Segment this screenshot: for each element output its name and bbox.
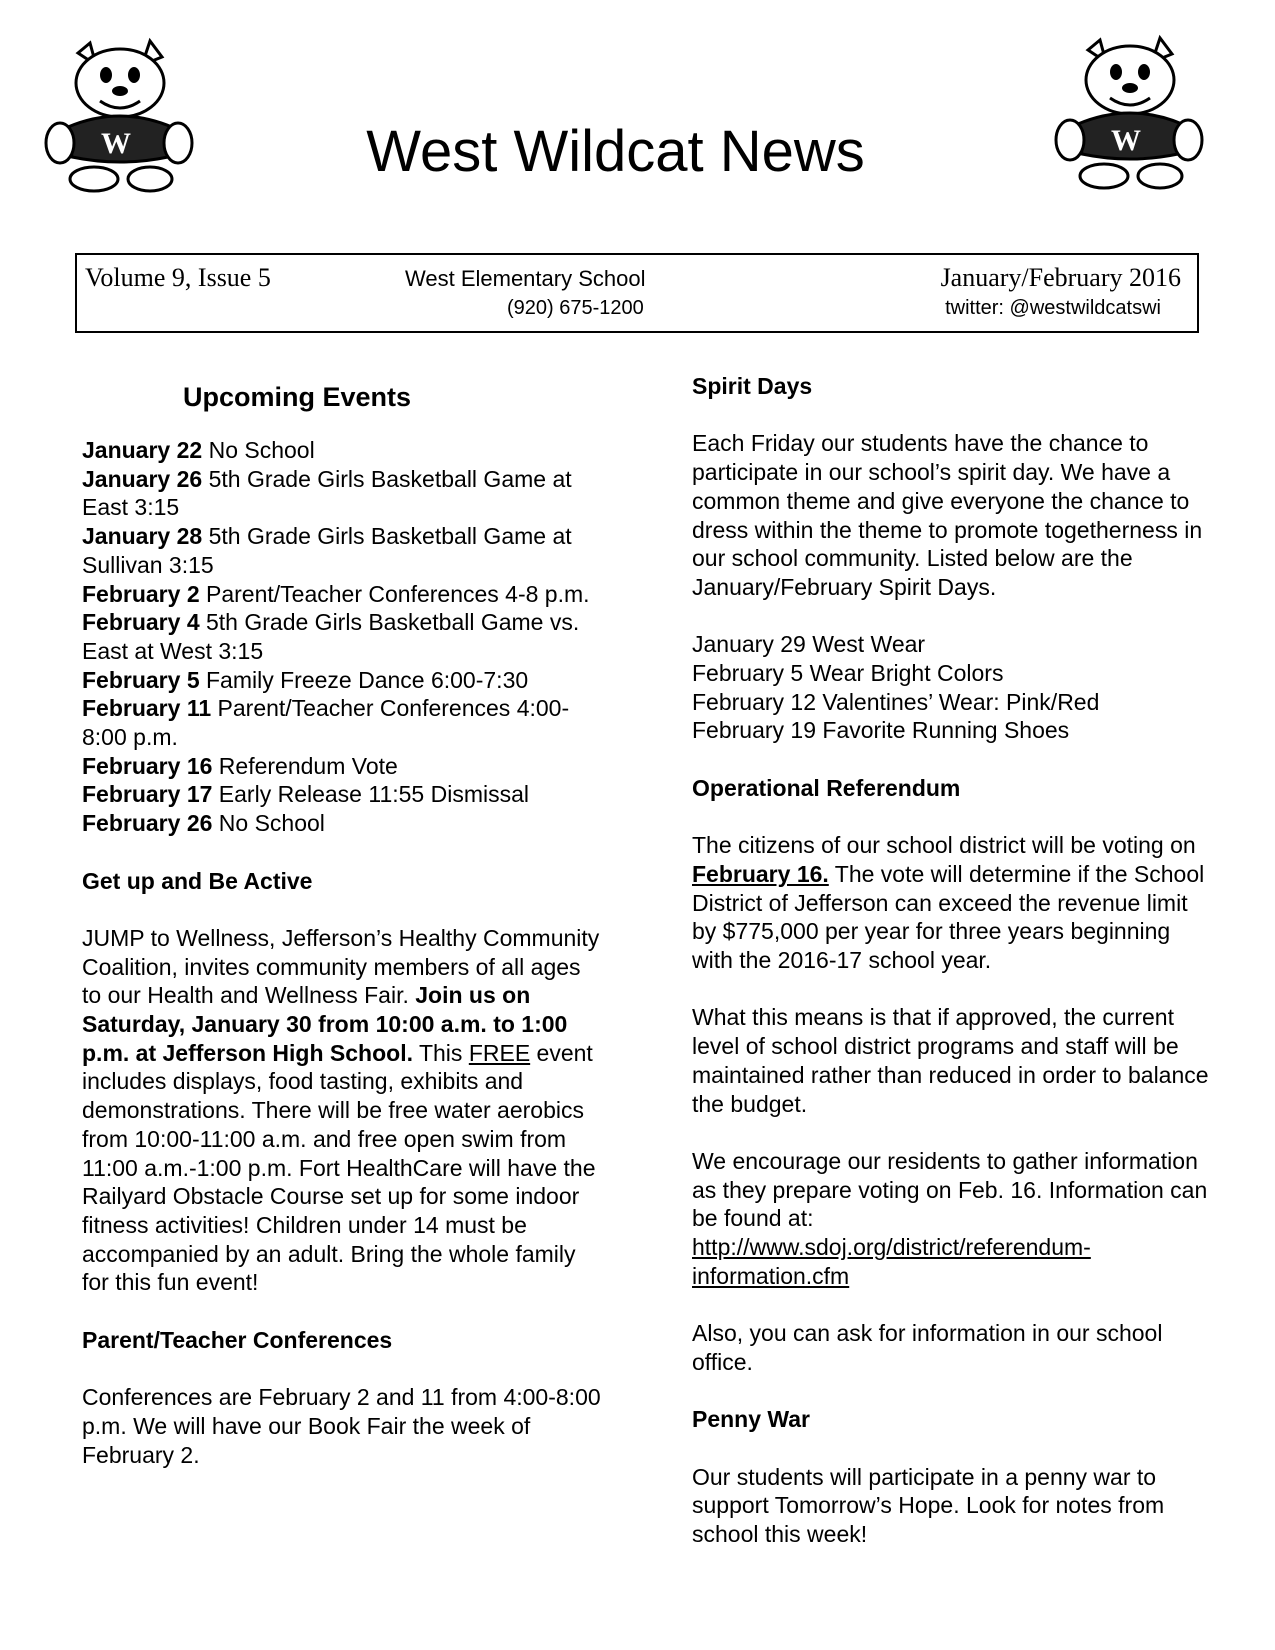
spirit-day-item: February 12 Valentines’ Wear: Pink/Red [692,688,1100,715]
event-item: February 16 Referendum Vote [82,752,398,779]
penny-war-heading: Penny War [692,1406,811,1433]
events-list [82,436,602,838]
spirit-days-paragraph: Each Friday our students have the chance to participate in our school’s spirit day. We have a common theme and give everyone the chance to dress within the theme to promote togetherness in our school community. Listed below are the January/February Spirit Days. [692,430,1203,600]
w-letter-icon: W [1111,124,1141,157]
event-item: February 17 Early Release 11:55 Dismissal [82,781,529,808]
right-column [692,372,1212,1549]
penny-war-paragraph: Our students will participate in a penny war to support Tomorrow’s Hope. Look for notes from school this week! [692,1463,1165,1547]
referendum-office-paragraph: Also, you can ask for information in our school office. [692,1320,1163,1375]
spirit-day-item: February 19 Favorite Running Shoes [692,717,1070,744]
event-item: February 5 Family Freeze Dance 6:00-7:30 [82,666,529,693]
referendum-meaning-paragraph: What this means is that if approved, the current level of school district programs and staff will be maintained rather than reduced in order to balance the budget. [692,1004,1209,1117]
event-item: February 4 5th Grade Girls Basketball Game vs. East at West 3:15 [82,609,580,664]
event-item: January 22 No School [82,437,315,463]
upcoming-events-heading: Upcoming Events [182,382,412,412]
w-letter-icon: W [101,127,131,160]
referendum-link[interactable]: http://www.sdoj.org/district/referendum-information.cfm [692,1234,1091,1289]
conferences-paragraph: Conferences are February 2 and 11 from 4:00-8:00 p.m. We will have our Book Fair the week of February 2. [82,1384,601,1468]
referendum-info-paragraph: We encourage our residents to gather information as they prepare voting on Feb. 16. Information can be found at: [692,1147,1208,1232]
issue-info-box [75,253,1199,333]
issue-date: January/February 2016 [940,263,1181,292]
active-paragraph: JUMP to Wellness, Jefferson’s Healthy Community Coalition, invites community members of all ages to our Health and Wellness Fair. Join us on Saturday, January 30 from 10:00 a.m. to 1:00 p.m. at Jefferson High School. This FREE event includes displays, food tasting, exhibits and demonstrations. There will be free water aerobics from 10:00-11:00 a.m. and free open swim from 11:00 a.m.-1:00 p.m. Fort HealthCare will have the Railyard Obstacle Course set up for some indoor fitness activities! Children under 14 must be accompanied by an adult. Bring the whole family for this fun event! [82,924,600,1296]
left-column [82,372,602,1469]
spirit-day-item: January 29 West Wear [692,631,926,658]
referendum-paragraph: The citizens of our school district will be voting on February 16. The vote will determine if the School District of Jefferson can exceed the revenue limit by $775,000 per year for three years beginning with the 2016-17 school year. [692,832,1205,973]
school-phone: (920) 675-1200 [507,297,644,319]
school-name: West Elementary School [405,266,646,291]
twitter-handle: twitter: @westwildcatswi [945,297,1161,319]
spirit-days-heading: Spirit Days [692,373,813,399]
event-item: January 26 5th Grade Girls Basketball Game at East 3:15 [82,465,572,521]
event-item: January 28 5th Grade Girls Basketball Game at Sullivan 3:15 [82,523,572,578]
spirit-day-item: February 5 Wear Bright Colors [692,660,1004,686]
active-heading: Get up and Be Active [82,867,313,894]
newsletter-title-text: West Wildcat News [366,119,865,184]
volume-issue: Volume 9, Issue 5 [85,263,271,292]
conferences-heading: Parent/Teacher Conferences [82,1326,393,1353]
event-item: February 26 No School [82,810,325,837]
event-item: February 11 Parent/Teacher Conferences 4:00-8:00 p.m. [82,695,570,751]
event-item: February 2 Parent/Teacher Conferences 4-8 p.m. [82,580,590,607]
newsletter-title [0,118,1275,185]
referendum-heading: Operational Referendum [692,774,961,801]
